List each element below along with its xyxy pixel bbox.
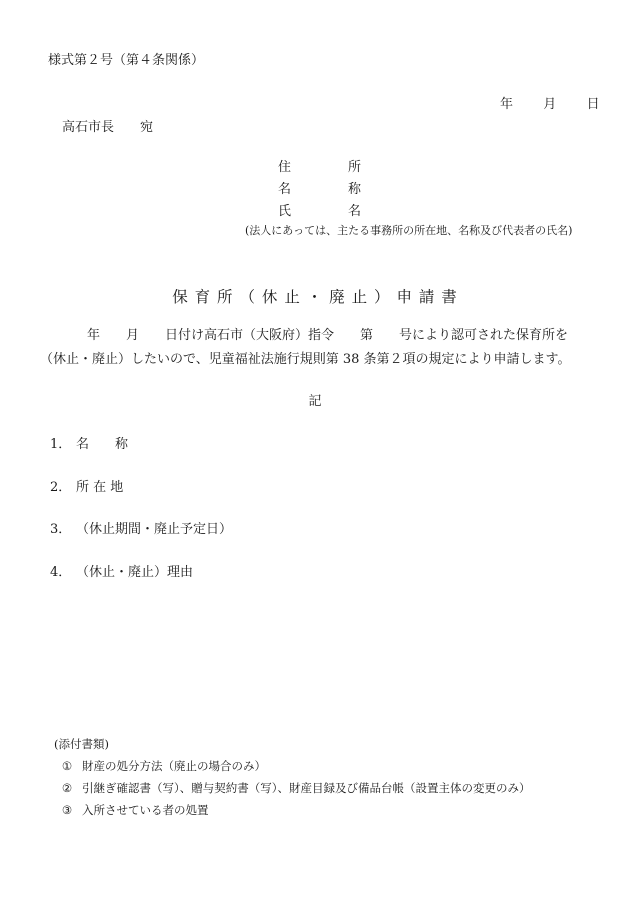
applicant-label-b: 称 bbox=[348, 182, 362, 197]
attachment-item bbox=[56, 799, 531, 821]
applicant-address-row bbox=[278, 157, 361, 179]
item-label: （休止・廃止）理由 bbox=[76, 565, 194, 580]
attachment-mark: ① bbox=[61, 759, 73, 773]
applicant-corp-name-row bbox=[278, 179, 361, 201]
item-number: 3． bbox=[50, 522, 72, 537]
date-year: 年 bbox=[500, 97, 514, 112]
body-line-2: （休止・廃止）したいので、児童福祉法施行規則第 38 条第２項の規定により申請します。 bbox=[40, 352, 571, 367]
item-name bbox=[50, 433, 128, 452]
item-number: 1． bbox=[50, 437, 72, 452]
body-text bbox=[40, 324, 600, 372]
item-label: 所 在 地 bbox=[76, 480, 124, 495]
applicant-label-a: 名 bbox=[278, 182, 292, 197]
applicant-label-b: 名 bbox=[348, 204, 362, 219]
attachment-text: 入所させている者の処置 bbox=[82, 803, 209, 817]
item-label: （休止期間・廃止予定日） bbox=[76, 522, 233, 537]
attachment-text: 引継ぎ確認書（写）、贈与契約書（写）、財産目録及び備品台帳（設置主体の変更のみ） bbox=[82, 781, 531, 795]
item-location bbox=[50, 476, 123, 495]
attachments bbox=[56, 733, 531, 821]
attachment-mark: ③ bbox=[61, 803, 73, 817]
date-line bbox=[500, 93, 600, 112]
applicant-label-a: 氏 bbox=[278, 204, 292, 219]
item-period bbox=[50, 518, 232, 537]
attachment-mark: ② bbox=[61, 781, 73, 795]
document-title: 保 育 所 （ 休 止 ・ 廃 止 ） 申 請 書 bbox=[172, 288, 458, 306]
date-month: 月 bbox=[543, 97, 557, 112]
body-line-1: 年 月 日付け高石市（大阪府）指令 第 号により認可された保育所を bbox=[87, 328, 569, 343]
attachment-text: 財産の処分方法（廃止の場合のみ） bbox=[82, 759, 266, 773]
ki-heading: 記 bbox=[308, 394, 322, 409]
applicant-label-a: 住 bbox=[278, 160, 292, 175]
attachment-item bbox=[56, 755, 531, 777]
item-reason bbox=[50, 561, 193, 580]
item-number: 4． bbox=[50, 565, 72, 580]
date-day: 日 bbox=[586, 97, 600, 112]
item-label: 名 称 bbox=[76, 437, 129, 452]
form-number: 様式第２号（第４条関係） bbox=[48, 53, 205, 68]
applicant-name-row bbox=[278, 201, 361, 223]
item-number: 2． bbox=[50, 480, 72, 495]
applicant-note: (法人にあっては、主たる事務所の所在地、名称及び代表者の氏名) bbox=[245, 224, 573, 237]
applicant-block bbox=[278, 157, 361, 223]
applicant-label-b: 所 bbox=[348, 160, 362, 175]
attachments-header: (添付書類) bbox=[54, 737, 109, 751]
addressee: 高石市長 宛 bbox=[62, 120, 154, 135]
attachment-item bbox=[56, 777, 531, 799]
